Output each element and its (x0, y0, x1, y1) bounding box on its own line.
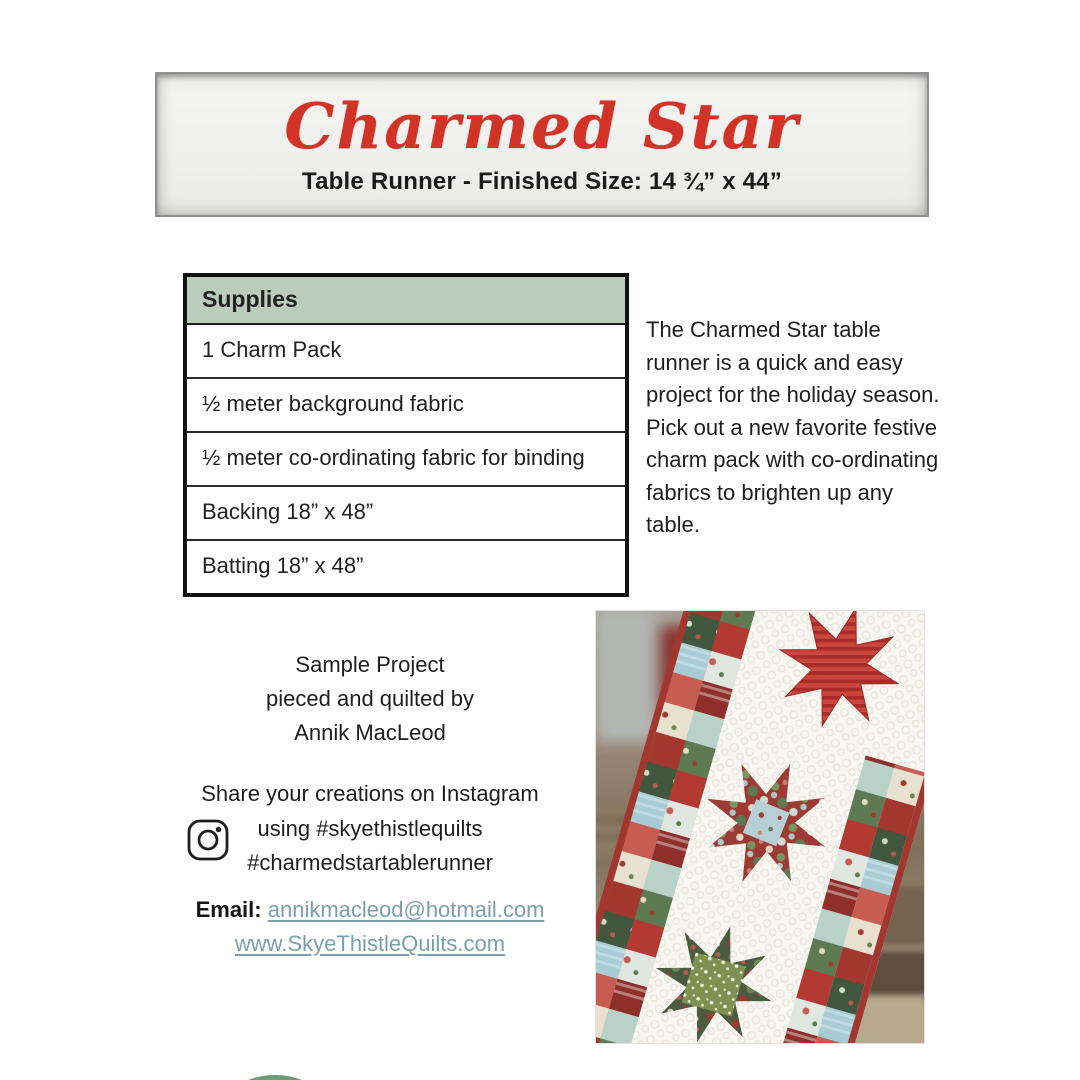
table-row: Backing 18” x 48” (187, 487, 625, 541)
table-row: ½ meter co-ordinating fabric for binding (187, 433, 625, 487)
credit-line: pieced and quilted by (266, 686, 474, 711)
table-row: Batting 18” x 48” (202, 553, 364, 578)
website-line (150, 927, 590, 961)
table-row: ½ meter background fabric (187, 379, 625, 433)
email-link[interactable]: annikmacleod@hotmail.com (267, 897, 545, 922)
website-link[interactable]: www.SkyeThistleQuilts.com (234, 931, 506, 956)
credit-line: Sample Project (295, 652, 445, 677)
project-description: The Charmed Star table runner is a quick and easy project for the holiday season. Pick out a new favorite festive charm pack with co-ordinating fabrics to brighten up any table. (646, 317, 940, 537)
credit-line: Annik MacLeod (294, 720, 446, 745)
instagram-block (150, 777, 590, 881)
page-subtitle: Table Runner - Finished Size: 14 ¾” x 44” (302, 168, 782, 195)
quilt-photo (596, 611, 924, 1043)
page-title: Charmed Star (284, 89, 800, 163)
email-label: Email: (195, 897, 262, 922)
header-banner (155, 72, 929, 217)
instagram-hashtag: #charmedstartablerunner (247, 850, 493, 875)
credit-block (150, 648, 590, 750)
supplies-table-header: Supplies (187, 277, 625, 325)
supplies-table (183, 273, 629, 597)
instagram-icon (186, 817, 231, 863)
contact-block (150, 893, 590, 961)
email-line (150, 893, 590, 927)
instagram-line: Share your creations on Instagram (201, 781, 539, 806)
instagram-hashtag: using #skyethistlequilts (257, 815, 483, 841)
green-dot-decoration (230, 1075, 320, 1080)
table-row: 1 Charm Pack (187, 325, 625, 379)
